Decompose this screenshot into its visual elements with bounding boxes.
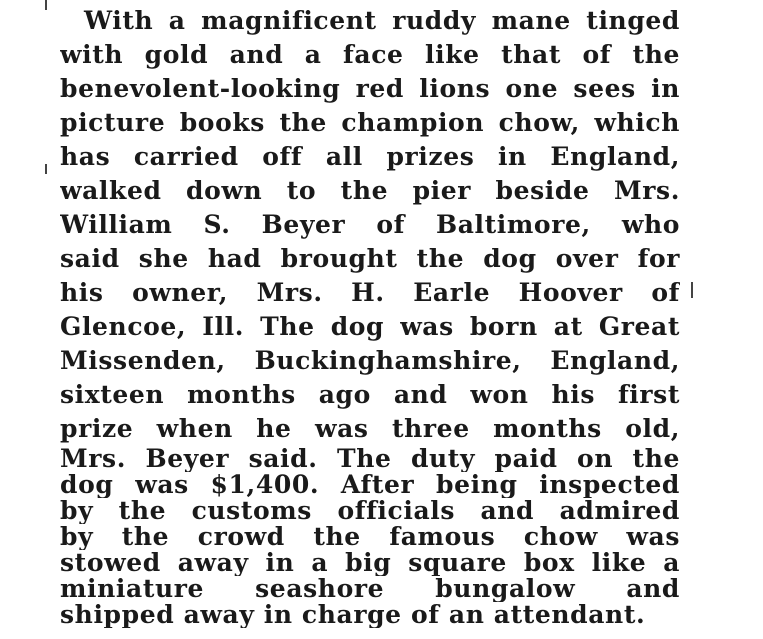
article-line-15: dog was $1,400. After being inspected: [60, 472, 680, 498]
print-speck: [45, 164, 47, 174]
print-speck: [691, 282, 693, 298]
article-line-20: shipped away in charge of an attendant.: [60, 602, 646, 628]
article-line-13: prize when he was three months old,: [60, 414, 680, 443]
article-line-10: Glencoe, Ill. The dog was born at Great: [60, 312, 680, 341]
article-line-9: his owner, Mrs. H. Earle Hoover of: [60, 278, 680, 307]
article-line-8: said she had brought the dog over for: [60, 244, 680, 273]
article-body: [60, 4, 680, 628]
article-line-17: by the crowd the famous chow was: [60, 524, 680, 550]
article-line-16: by the customs officials and admired: [60, 498, 680, 524]
article-line-18: stowed away in a big square box like a: [60, 550, 680, 576]
article-line-11: Missenden, Buckinghamshire, England,: [60, 346, 680, 375]
article-line-1: With a magnificent ruddy mane tinged: [84, 6, 680, 35]
article-line-6: walked down to the pier beside Mrs.: [60, 176, 680, 205]
article-line-19: miniature seashore bungalow and: [60, 576, 680, 602]
print-speck: [45, 0, 47, 10]
article-line-5: has carried off all prizes in England,: [60, 142, 680, 171]
article-line-2: with gold and a face like that of the: [60, 40, 680, 69]
article-line-3: benevolent-looking red lions one sees in: [60, 74, 680, 103]
article-line-4: picture books the champion chow, which: [60, 108, 680, 137]
article-line-7: William S. Beyer of Baltimore, who: [60, 210, 680, 239]
article-line-14: Mrs. Beyer said. The duty paid on the: [60, 446, 680, 472]
article-line-12: sixteen months ago and won his first: [60, 380, 680, 409]
